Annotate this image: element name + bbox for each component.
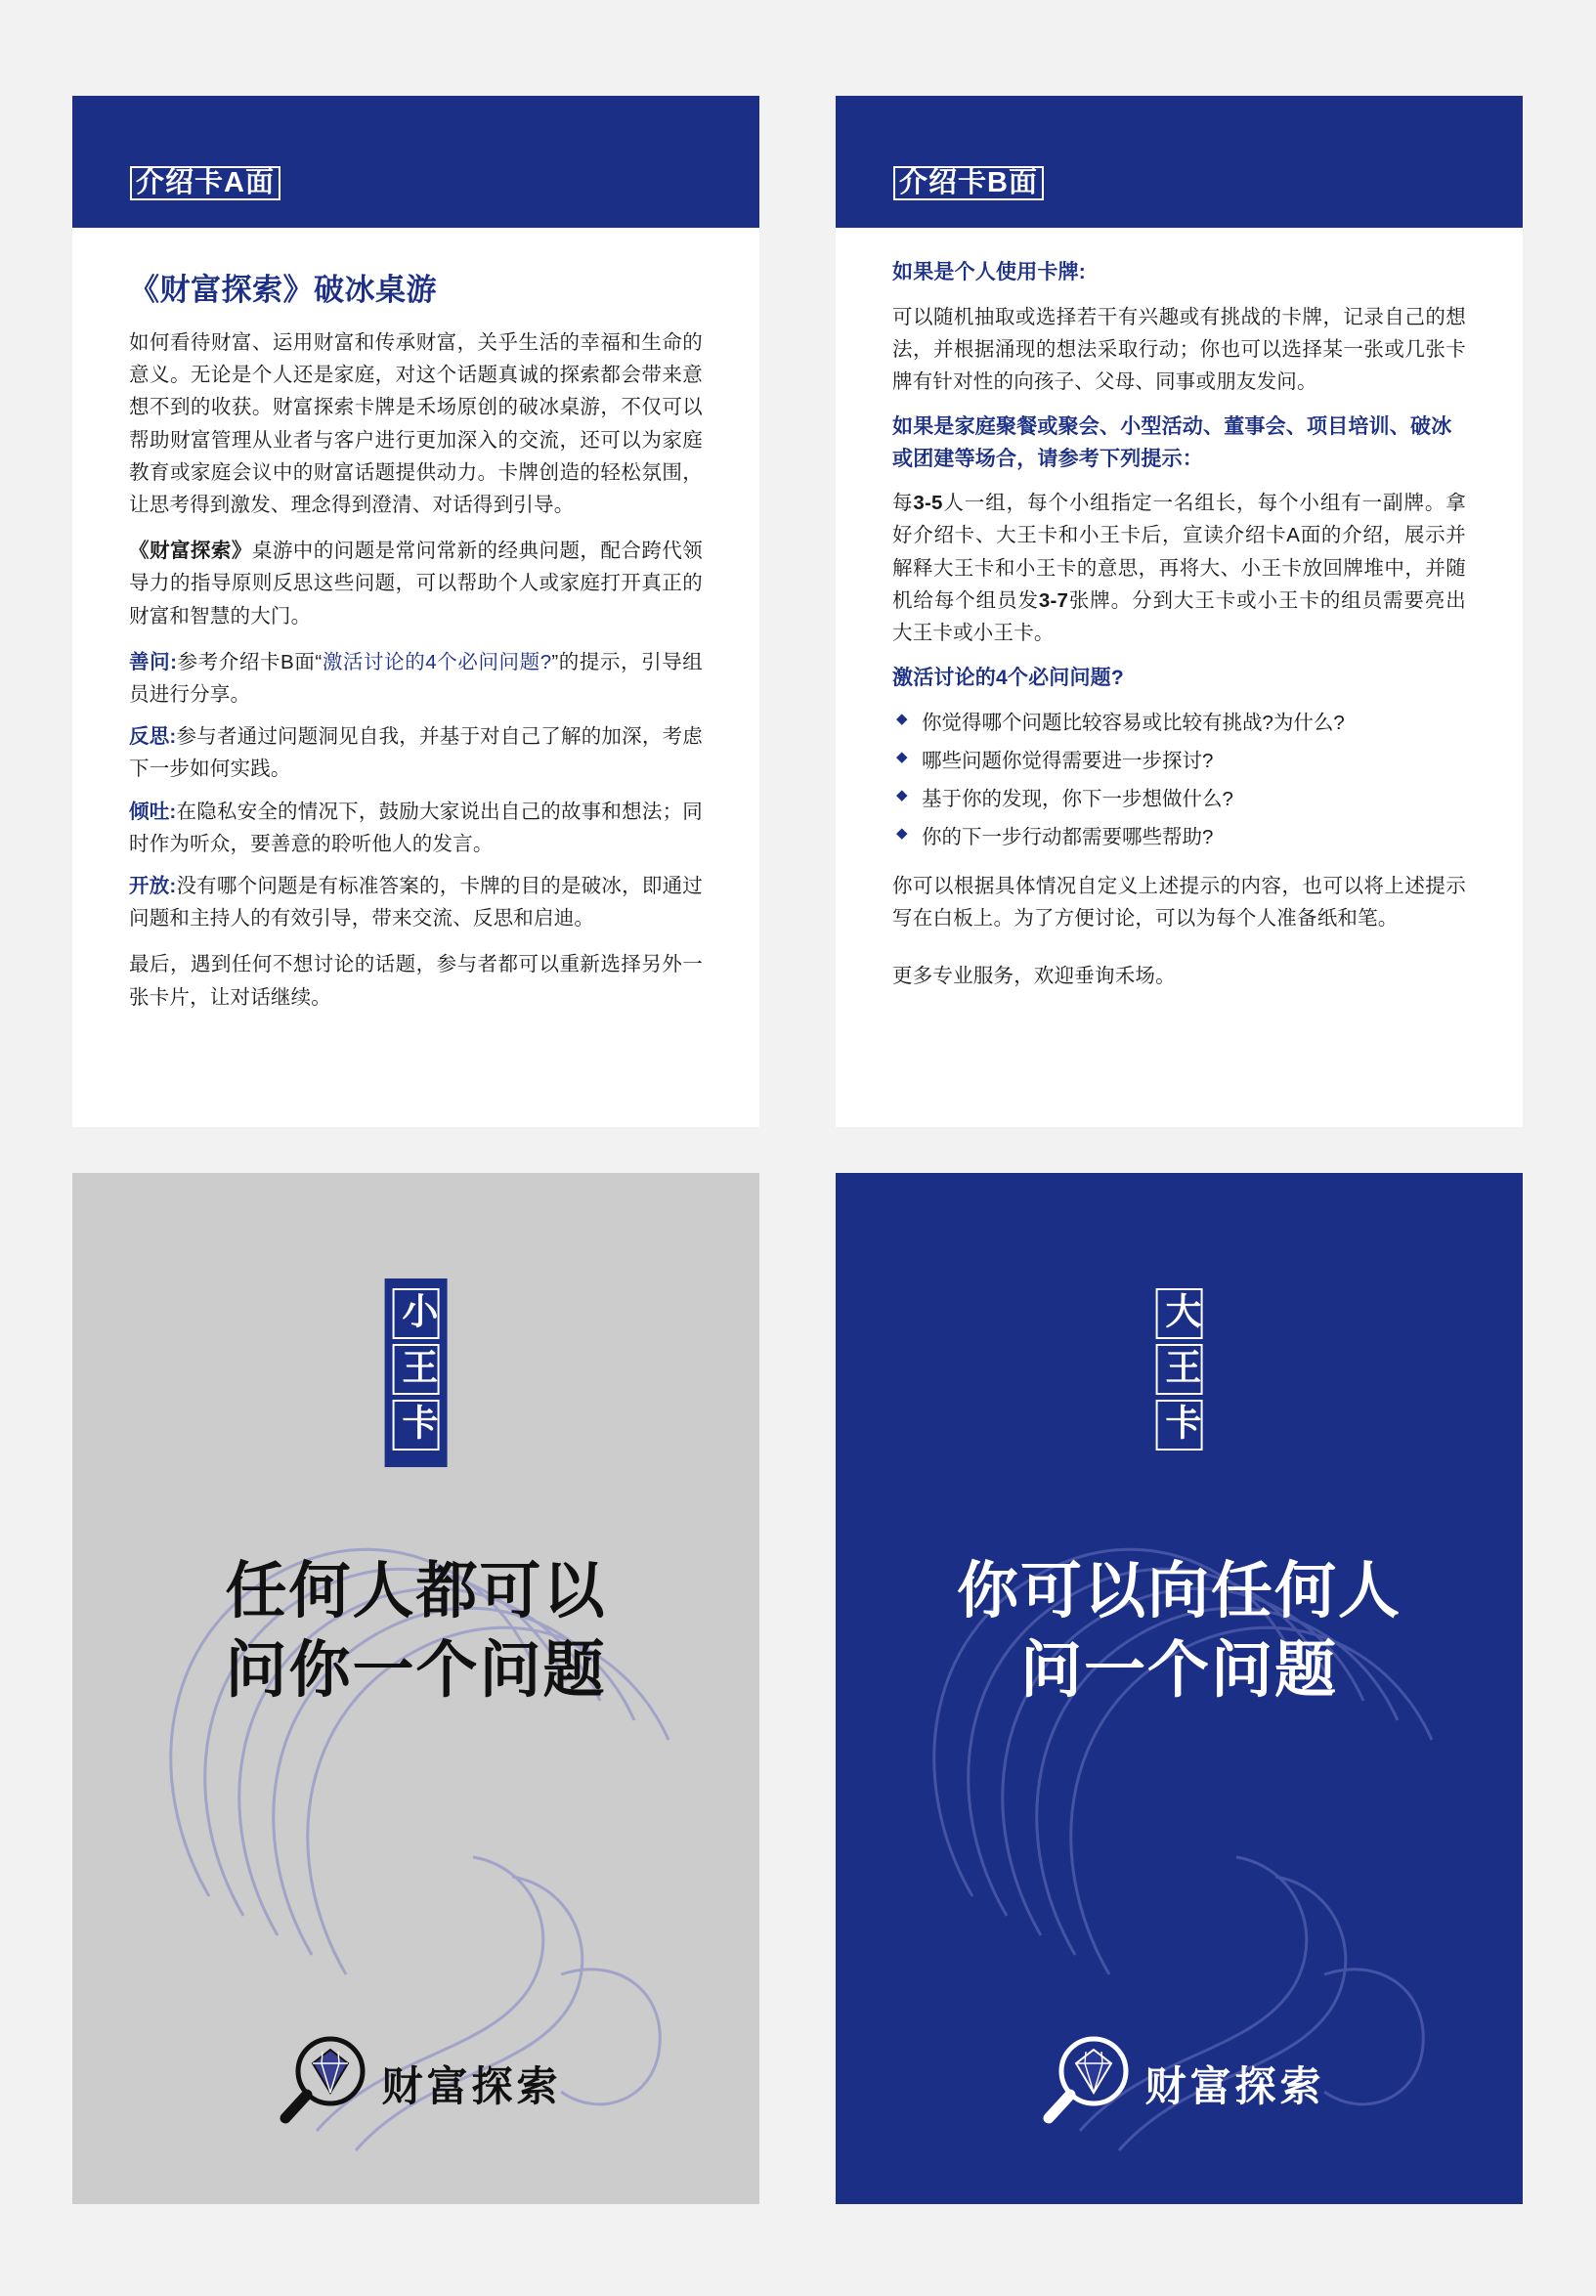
diamond-bullet-icon: ◆ bbox=[896, 710, 908, 727]
card-a-body bbox=[72, 228, 759, 1047]
card-a-point-2-text: 参与者通过问题洞见自我，并基于对自己了解的加深，考虑下一步如何实践。 bbox=[129, 725, 703, 781]
intro-card-a bbox=[72, 96, 759, 1127]
big-joker-badge-char-2: 王 bbox=[1155, 1344, 1203, 1395]
card-b-header-tag bbox=[892, 166, 1045, 200]
card-a-point-1-after: ”的提示，引导组员进行分享。 bbox=[129, 650, 704, 707]
card-a-closing: 最后，遇到任何不想讨论的话题，参与者都可以重新选择另外一张卡片，让对话继续。 bbox=[129, 953, 703, 1009]
brand-logo-left-text: 财富探索 bbox=[381, 2063, 562, 2109]
card-b-section-2-text-2: 人一组，每个小组指定一名组长，每个小组有一副牌。拿好介绍卡、大王卡和小王卡后，宣读介绍卡A面的介绍，展示并解释大王卡和小王卡的意思，再将大、小王卡放回牌堆中，并随机给每个组员发 bbox=[892, 492, 1467, 612]
card-a-point-2 bbox=[129, 720, 703, 785]
card-b-question-list bbox=[892, 707, 1466, 854]
card-a-point-3-lead: 倾吐: bbox=[129, 800, 177, 823]
card-b-header bbox=[836, 96, 1523, 228]
card-a-point-1-lead: 善问: bbox=[129, 650, 178, 673]
card-a-point-2-lead: 反思: bbox=[129, 725, 177, 749]
card-b-question-2: 哪些问题你觉得需要进一步探讨? bbox=[922, 750, 1214, 773]
card-b-section-1-head: 如果是个人使用卡牌: bbox=[892, 261, 1086, 283]
big-joker-title bbox=[836, 1552, 1523, 1710]
intro-card-b bbox=[836, 96, 1523, 1127]
joker-card-small bbox=[72, 1173, 759, 2204]
card-b-section-1-body: 可以随机抽取或选择若干有兴趣或有挑战的卡牌，记录自己的想法，并根据涌现的想法采取行动；你也可以选择某一张或几张卡牌有针对性的向孩子、父母、同事或朋友发问。 bbox=[892, 305, 1466, 393]
card-b-header-tag-text: 介绍卡B面 bbox=[893, 166, 1044, 200]
big-joker-badge-char-1: 大 bbox=[1155, 1288, 1203, 1339]
card-a-point-1 bbox=[129, 646, 703, 711]
diamond-bullet-icon: ◆ bbox=[896, 787, 908, 804]
diamond-bullet-icon: ◆ bbox=[896, 825, 908, 843]
card-b-question-4: 你的下一步行动都需要哪些帮助? bbox=[922, 826, 1214, 849]
card-a-paragraph-2-lead: 《财富探索》 bbox=[129, 540, 252, 563]
card-b-section-2-body bbox=[892, 487, 1466, 649]
card-a-point-4 bbox=[129, 870, 703, 934]
small-joker-badge-char-1: 小 bbox=[392, 1288, 440, 1339]
small-joker-title-line-1: 任何人都可以 bbox=[225, 1557, 607, 1625]
list-item bbox=[892, 821, 1466, 853]
big-joker-title-line-1: 你可以向任何人 bbox=[957, 1557, 1402, 1625]
card-b-section-2-text-3: 张牌。分到大王卡或小王卡的组员需要亮出大王卡或小王卡。 bbox=[892, 588, 1466, 645]
small-joker-title bbox=[72, 1552, 759, 1710]
card-a-paragraph-2 bbox=[129, 535, 703, 632]
small-joker-badge bbox=[384, 1278, 448, 1467]
big-joker-badge-char-3: 卡 bbox=[1155, 1400, 1203, 1451]
card-b-card-count: 3-7 bbox=[1038, 588, 1069, 612]
small-joker-title-line-2: 问你一个问题 bbox=[225, 1635, 607, 1705]
small-joker-badge-char-3: 卡 bbox=[392, 1400, 440, 1451]
card-a-point-4-text: 没有哪个问题是有标准答案的，卡牌的目的是破冰，即通过问题和主持人的有效引导，带来交流、反思和启迪。 bbox=[129, 875, 703, 931]
card-a-paragraph-2-rest: 桌游中的问题是常问常新的经典问题，配合跨代领导力的指导原则反思这些问题，可以帮助个人或家庭打开真正的财富和智慧的大门。 bbox=[129, 540, 703, 628]
list-item bbox=[892, 745, 1466, 777]
card-a-header bbox=[72, 96, 759, 228]
big-joker-badge bbox=[1147, 1278, 1211, 1467]
card-b-note: 你可以根据具体情况自定义上述提示的内容，也可以将上述提示写在白板上。为了方便讨论，可以为每个人准备纸和笔。 bbox=[892, 874, 1466, 930]
card-a-header-tag bbox=[129, 166, 281, 200]
card-b-group-size: 3-5 bbox=[913, 492, 943, 515]
list-item bbox=[892, 783, 1466, 815]
card-a-header-tag-text: 介绍卡A面 bbox=[130, 166, 280, 200]
card-b-question-1: 你觉得哪个问题比较容易或比较有挑战?为什么? bbox=[922, 711, 1345, 734]
card-a-paragraph-1: 如何看待财富、运用财富和传承财富，关乎生活的幸福和生命的意义。无论是个人还是家庭，对这个话题真诚的探索都会带来意想不到的收获。财富探索卡牌是禾场原创的破冰桌游，不仅可以帮助财富管理从业者与客户进行更加深入的交流，还可以为家庭教育或家庭会议中的财富话题提供动力。卡牌创造的轻松氛围，让思考得到激发、理念得到澄清、对话得到引导。 bbox=[129, 331, 703, 517]
card-a-point-4-lead: 开放: bbox=[129, 875, 177, 898]
card-b-footer: 更多专业服务，欢迎垂询禾场。 bbox=[892, 965, 1176, 988]
card-a-point-3-text: 在隐私安全的情况下，鼓励大家说出自己的故事和想法；同时作为听众，要善意的聆听他人的发言。 bbox=[129, 800, 703, 855]
brand-logo-left bbox=[72, 2030, 759, 2138]
joker-card-big bbox=[836, 1173, 1523, 2204]
card-b-section-2-head: 如果是家庭聚餐或聚会、小型活动、董事会、项目培训、破冰或团建等场合，请参考下列提示： bbox=[892, 415, 1452, 470]
card-a-point-1-before: 参考介绍卡B面“ bbox=[177, 650, 323, 673]
list-item bbox=[892, 707, 1466, 739]
card-b-section-3-head: 激活讨论的4个必问问题? bbox=[892, 667, 1124, 690]
card-b-question-3: 基于你的发现，你下一步想做什么? bbox=[922, 788, 1233, 811]
magnifier-diamond-icon bbox=[270, 2030, 377, 2138]
magnifier-diamond-icon bbox=[1033, 2030, 1141, 2138]
card-b-body bbox=[836, 228, 1523, 1025]
small-joker-badge-char-2: 王 bbox=[392, 1344, 440, 1395]
diamond-bullet-icon: ◆ bbox=[896, 749, 908, 766]
brand-logo-right-text: 财富探索 bbox=[1144, 2063, 1325, 2109]
card-b-section-2-text-1: 每 bbox=[892, 492, 914, 515]
card-a-point-1-highlight: 激活讨论的4个必问问题? bbox=[322, 650, 552, 673]
brand-logo-right bbox=[836, 2030, 1523, 2138]
card-a-title: 《财富探索》破冰桌游 bbox=[129, 273, 437, 307]
big-joker-title-line-2: 问一个问题 bbox=[1020, 1635, 1338, 1705]
card-a-point-3 bbox=[129, 796, 703, 860]
